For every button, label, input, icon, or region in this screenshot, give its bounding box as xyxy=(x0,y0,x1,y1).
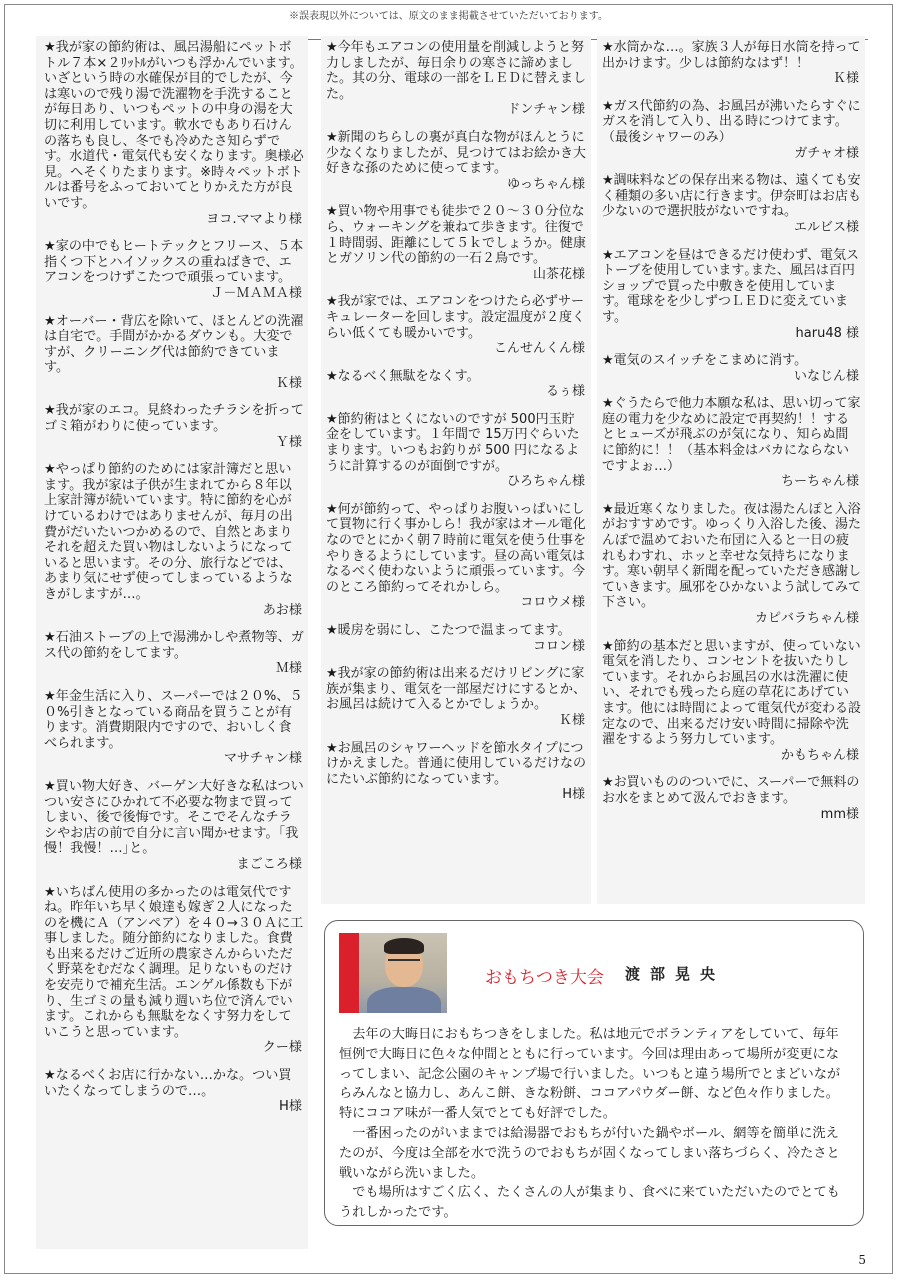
author-photo xyxy=(359,933,447,1013)
post-text: ★買い物や用事でも徒歩で２０～３０分位なら、ウォーキングを兼ねて歩きます。往復で１時間弱、距離にして５ｋでしょうか。健康とガソリン代の節約の一石２鳥です。 xyxy=(326,204,587,267)
post-text: ★節約の基本だと思いますが、使っていない電気を消したり、コンセントを抜いたりしています。それからお風呂の水は洗濯に使い、それでも残ったら庭の草花にあげています。他には時間によって電気代が変わる設定なので、出来るだけ安い時間に掃除や洗濯をするよう努力しています。 xyxy=(602,638,861,748)
post-text: ★なるべくお店に行かない…かな。つい買いたくなってしまうので…。 xyxy=(44,1068,292,1099)
reader-post xyxy=(36,626,308,677)
post-text: ★何が節約って、やっぱりお腹いっぱいにして買物に行く事かしら！我が家はオール電化なのでとにかく朝７時前に電気を使う仕事をやりきるようにしています。昼の高い電気はなるべく使わないように頑張っています。今のところ節約ってそれかしら。 xyxy=(326,501,587,595)
post-text: ★今年もエアコンの使用量を削減しようと努力しましたが、毎日余りの寒さに諦めました。其の分、電球の一部をＬＥＤに替えました。 xyxy=(326,40,587,102)
feature-paragraph: 去年の大晦日におもちつきをしました。私は地元でボランティアをしていて、毎年恒例で大晦日に色々な仲間とともに行っています。今回は理由あって場所が変更になってしまい、記念公園のキャンプ場で行いました。いつもと違う場所でとまどいながらみんなと協力し、あんこ餅、きな粉餅、ココアパウダー餅、など色々作りました。特にココア味が一番人気でとても好評でした。 xyxy=(339,1027,841,1122)
reader-post xyxy=(321,619,591,654)
post-author: ドンチャン様 xyxy=(507,102,585,118)
reader-post xyxy=(321,498,591,611)
reader-post xyxy=(321,408,591,490)
post-author: ひろちゃん様 xyxy=(506,474,585,490)
reader-post xyxy=(597,498,865,627)
page-number: 5 xyxy=(858,1253,866,1267)
post-text: ★水筒かな…。家族３人が毎日水筒を持って出かけます。少しは節約なはず！！ xyxy=(602,40,861,71)
post-author: コロン様 xyxy=(532,638,585,654)
post-text: ★新聞のちらしの裏が真白な物がほんとうに少なくなりましたが、見つけてはお絵かき大好きな孫のために使ってます。 xyxy=(326,129,587,177)
post-author: H様 xyxy=(562,787,585,803)
reader-post xyxy=(36,399,308,450)
post-text: ★調味料などの保存出来る物は、遠くても安く種類の多い店に行きます。伊奈町はお店も少ないので選択肢がないですね。 xyxy=(602,173,861,220)
post-text: ★我が家では、エアコンをつけたら必ずサーキュレーターを回します。設定温度が２度くらい低くても暖かいです。 xyxy=(326,294,585,341)
post-text: ★石油ストーブの上で湯沸かしや煮物等、ガス代の節約をしてます。 xyxy=(44,630,304,661)
post-author: コロウメ様 xyxy=(520,595,585,611)
column-2 xyxy=(321,36,591,904)
feature-author: 渡部晃央 xyxy=(625,965,726,983)
reader-post xyxy=(36,1064,308,1115)
post-author: マサチャン様 xyxy=(223,751,302,767)
reprint-notice: ※誤表現以外については、原文のまま掲載させていただいております。 xyxy=(289,11,608,22)
post-author: いなじん様 xyxy=(793,368,859,384)
post-text: ★我が家の節約術は出来るだけリビングに家族が集まり、電気を一部屋だけにするとか、お風呂は続けて入るとかでしょうか。 xyxy=(326,666,587,713)
post-text: ★我が家の節約術は、風呂湯船にペットボトル７本×２ﾘｯﾄﾙがいつも浮かんでいます。いざという時の水確保が目的でしたが、今は寒いので残り湯で洗濯物を手洗することが毎日あり、いつもペットの中身の湯を大切に利用しています。軟水でもあり石けんの落ちも良し、冬でも冷めたさ知らずです。水道代・電気代も安くなります。奥様必見。へそくりたまります。※時々ペットボトルは番号をふっておいてとりかえた方が良いです。 xyxy=(44,40,304,211)
reader-post xyxy=(36,775,308,873)
photo-hair xyxy=(384,938,424,954)
post-author: Ｋ様 xyxy=(275,375,302,391)
reader-post xyxy=(36,881,308,1057)
reader-post xyxy=(36,36,308,227)
reader-post xyxy=(321,126,591,192)
post-author: mm様 xyxy=(820,806,859,822)
feature-paragraph: 一番困ったのがいままでは給湯器でおもちが付いた鍋やボール、網等を簡単に洗えたのが、今度は全部を水で洗うのでおもちが固くなってしまい落ちづらく、冷たさと戦いながら洗いました。 xyxy=(339,1125,840,1181)
photo-glasses xyxy=(388,959,420,967)
post-author: かもちゃん様 xyxy=(780,747,859,763)
column-3 xyxy=(597,36,865,904)
post-author: ガチャオ様 xyxy=(794,145,859,161)
post-text: ★最近寒くなりました。夜は湯たんぽと入浴がおすすめです。ゆっくり入浴した後、湯たんぽで温めておいた布団に入ると一日の疲れもわすれ、ホッと幸せな気持ちになります。寒い朝早く新聞を配っていただき感謝していきます。風邪をひかないよう試してみて下さい。 xyxy=(602,501,861,611)
reader-post xyxy=(597,36,865,87)
post-author: 山茶花様 xyxy=(532,266,585,282)
reader-post xyxy=(321,290,591,356)
reader-post xyxy=(597,771,865,822)
reader-post xyxy=(597,635,865,764)
reader-post xyxy=(36,685,308,767)
reader-post xyxy=(597,349,865,384)
post-text: ★電気のスイッチをこまめに消す。 xyxy=(602,353,808,369)
post-author: Ｋ様 xyxy=(832,71,859,87)
post-author: H様 xyxy=(279,1099,302,1115)
post-author: ちーちゃん様 xyxy=(780,474,859,490)
feature-body xyxy=(339,1025,851,1223)
reader-post xyxy=(321,662,591,728)
reader-post xyxy=(321,737,591,803)
post-text: ★オーバー・背広を除いて、ほとんどの洗濯は自宅で。手間がかかるダウンも。大変ですが、クリーニング代は節約できています。 xyxy=(44,313,304,376)
post-text: ★暖房を弱にし、こたつで温まってます。 xyxy=(326,623,571,638)
reader-post xyxy=(321,365,591,400)
reader-post xyxy=(36,458,308,618)
post-text: ★我が家のエコ。見終わったチラシを折ってゴミ箱がわりに使っています。 xyxy=(44,403,304,435)
post-author: るぅ様 xyxy=(545,384,585,400)
post-author: Ｙ様 xyxy=(275,434,302,450)
column-1 xyxy=(36,36,308,1249)
post-author: エルビス様 xyxy=(793,219,859,235)
post-author: こんせんくん様 xyxy=(493,341,585,357)
reader-post xyxy=(597,392,865,490)
post-text: ★エアコンを昼はできるだけ使わず、電気ストーブを使用しています｡また、風呂は百円ショップで買った中敷きを使用しています。電球をを少しずつＬＥＤに変えています。 xyxy=(602,247,859,325)
post-text: ★お風呂のシャワーヘッドを節水タイプにつけかえました。普通に使用しているだけなのにたいぶ節約になっています。 xyxy=(326,740,587,787)
post-author: ヨコ.ママより様 xyxy=(206,211,302,227)
post-author: まごころ様 xyxy=(236,856,302,872)
reader-post xyxy=(321,36,591,118)
post-text: ★なるべく無駄をなくす。 xyxy=(326,368,480,384)
post-author: Ｍ様 xyxy=(275,661,302,677)
reader-post xyxy=(597,95,865,161)
reader-post xyxy=(36,235,308,301)
post-text: ★節約術はとくにないのですが 500円玉貯金をしています。１年間で 15万円ぐらいたまります。いつもお釣りが 500 円になるように計算するのが面倒ですが。 xyxy=(326,411,580,474)
reader-post xyxy=(597,169,865,235)
post-author: カピバラちゃん様 xyxy=(754,611,859,626)
feature-title: おもちつき大会 xyxy=(485,968,604,988)
author-photo-frame xyxy=(339,933,447,1013)
feature-paragraph: でも場所はすごく広く、たくさんの人が集まり、食べに来ていただいたのでとてもうれしかったです。 xyxy=(339,1185,840,1221)
reader-post xyxy=(36,310,308,392)
post-text: ★年金生活に入り、スーパーでは２０%、５０%引きとなっている商品を買うことが有ります。消費期限内ですので、おいしく食べられます。 xyxy=(44,688,303,751)
mochitsuki-feature-box xyxy=(324,920,864,1226)
post-author: Ｋ様 xyxy=(558,712,585,728)
post-text: ★家の中でもヒートテックとフリース、５本指くつ下とハイソックスの重ねばきで、エアコンをつけずこたつで頑張っています。 xyxy=(44,239,304,286)
post-author: あお様 xyxy=(262,602,302,618)
post-text: ★お買いもののついでに、スーパーで無料のお水をまとめて汲んでおきます。 xyxy=(602,775,860,806)
post-text: ★ぐうたらで他力本願な私は、思い切って家庭の電力を少なめに設定で再契約！！するとヒューズが飛ぶのが気になり、知らぬ間に節約に！！（基本料金はバカにならないですよぉ…） xyxy=(602,396,861,474)
reader-post xyxy=(597,244,865,342)
post-text: ★買い物大好き、バーゲン大好きな私はついつい安さにひかれて不必要な物まで買ってしまい、後で後悔です。そこでそんなチラシやお店の前で自分に言い聞かせます。｢我慢！我慢！…｣と。 xyxy=(44,778,304,857)
post-text: ★やっぱり節約のためには家計簿だと思います。我が家は子供が生まれてから８年以上家計簿が続いています。特に節約を心がけているわけではありませんが、毎月の出費がだいたいつかめるので、自然とあまりそれを超えた買い物はしないようになっていると思います。その分、旅行などでは、あまり気にせず使ってしまっているようなきがしますが…。 xyxy=(44,462,293,602)
post-author: Ｊ－ＭＡＭＡ様 xyxy=(210,285,302,301)
post-author: haru48 様 xyxy=(795,325,859,341)
post-author: クー様 xyxy=(262,1040,302,1056)
post-text: ★いちばん使用の多かったのは電気代ですね。昨年いち早く娘達も嫁ぎ２人になったのを機にＡ（アンペア）を４０→３０Ａに工事しました。随分節約になりました。食費も出来るだけご近所の農家さんからいただく野菜をむだなく調理。足りないものだけを安売りで補充生活。エンゲル係数も下がり、生ゴミの量も減り週いち位で済んでいます。これからも無駄をなくす努力をしていこうと思っています。 xyxy=(44,884,304,1040)
post-text: ★ガス代節約の為、お風呂が沸いたらすぐにガスを消して入り、出る時につけてます。（最後シャワーのみ） xyxy=(602,98,861,145)
reader-post xyxy=(321,200,591,282)
photo-shirt xyxy=(367,987,441,1013)
post-author: ゆっちゃん様 xyxy=(507,176,585,192)
